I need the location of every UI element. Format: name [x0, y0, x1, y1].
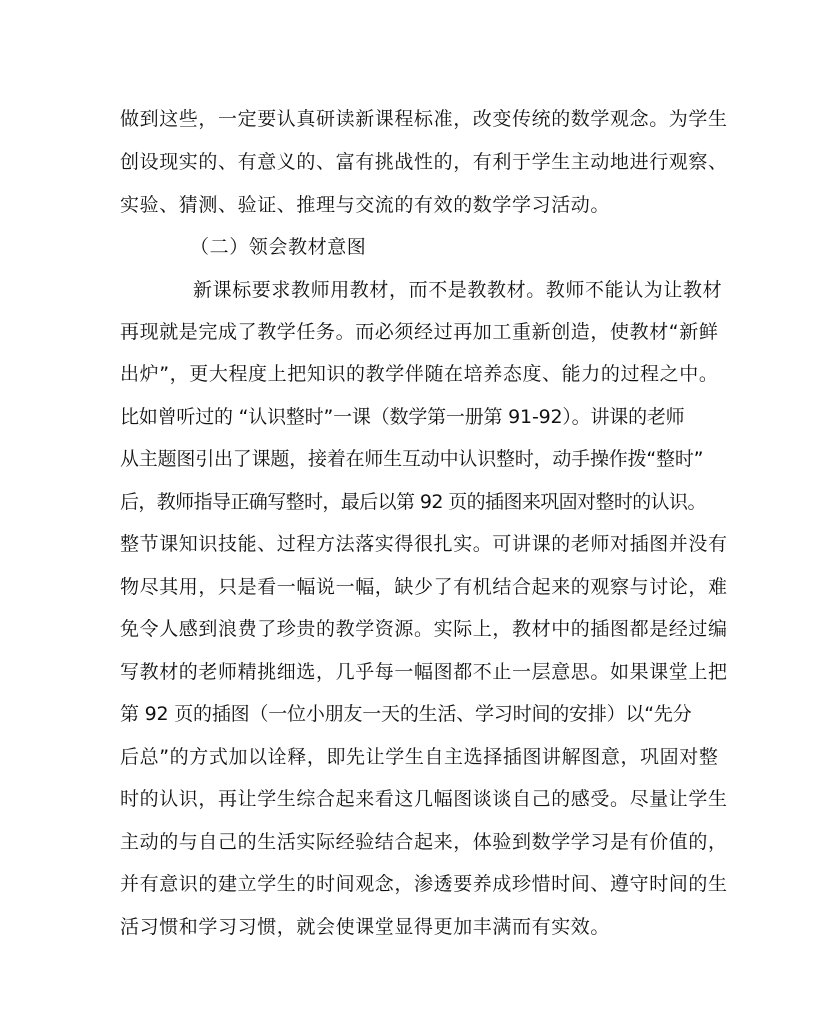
- paragraph-line: 比如曾听过的 “认识整时”一课（数学第一册第 91-92）。讲课的老师: [120, 406, 685, 428]
- paragraph-line: 物尽其用，只是看一幅说一幅，缺少了有机结合起来的观察与讨论，难: [120, 576, 728, 598]
- paragraph-line: 整节课知识技能、过程方法落实得很扎实。可讲课的老师对插图并没有: [120, 533, 728, 555]
- paragraph-line: 做到这些，一定要认真研读新课程标准，改变传统的数学观念。为学生: [120, 108, 728, 130]
- paragraph-line: 并有意识的建立学生的时间观念，渗透要养成珍惜时间、遵守时间的生: [120, 873, 728, 895]
- paragraph-line: 创设现实的、有意义的、富有挑战性的，有利于学生主动地进行观察、: [120, 151, 728, 173]
- paragraph-line: 第 92 页的插图（一位小朋友一天的生活、学习时间的安排）以“先分: [120, 703, 692, 725]
- paragraph-line: 写教材的老师精挑细选，几乎每一幅图都不止一层意思。如果课堂上把: [120, 661, 728, 683]
- paragraph-line: 活习惯和学习习惯，就会使课堂显得更加丰满而有实效。: [120, 916, 611, 938]
- paragraph-line: 免令人感到浪费了珍贵的教学资源。实际上，教材中的插图都是经过编: [120, 618, 728, 640]
- paragraph-line: 新课标要求教师用教材，而不是教教材。教师不能认为让教材: [193, 279, 723, 301]
- paragraph-line: 时的认识，再让学生综合起来看这几幅图谈谈自己的感受。尽量让学生: [120, 788, 728, 810]
- paragraph-line: 主动的与自己的生活实际经验结合起来，体验到数学学习是有价值的，: [120, 831, 728, 853]
- paragraph-line: 实验、猜测、验证、推理与交流的有效的数学学习活动。: [120, 194, 611, 216]
- paragraph-line: 出炉”，更大程度上把知识的教学伴随在培养态度、能力的过程之中。: [120, 363, 719, 385]
- paragraph-line: 从主题图引出了课题，接着在师生互动中认识整时，动手操作拨“整时”: [120, 448, 704, 470]
- paragraph-line: 后总”的方式加以诠释，即先让学生自主选择插图讲解图意，巩固对整: [120, 746, 719, 768]
- paragraph-line: 后，教师指导正确写整时，最后以第 92 页的插图来巩固对整时的认识。: [120, 491, 706, 513]
- paragraph-line: 再现就是完成了教学任务。而必须经过再加工重新创造，使教材“新鲜: [120, 321, 719, 343]
- section-heading: （二）领会教材意图: [190, 236, 367, 258]
